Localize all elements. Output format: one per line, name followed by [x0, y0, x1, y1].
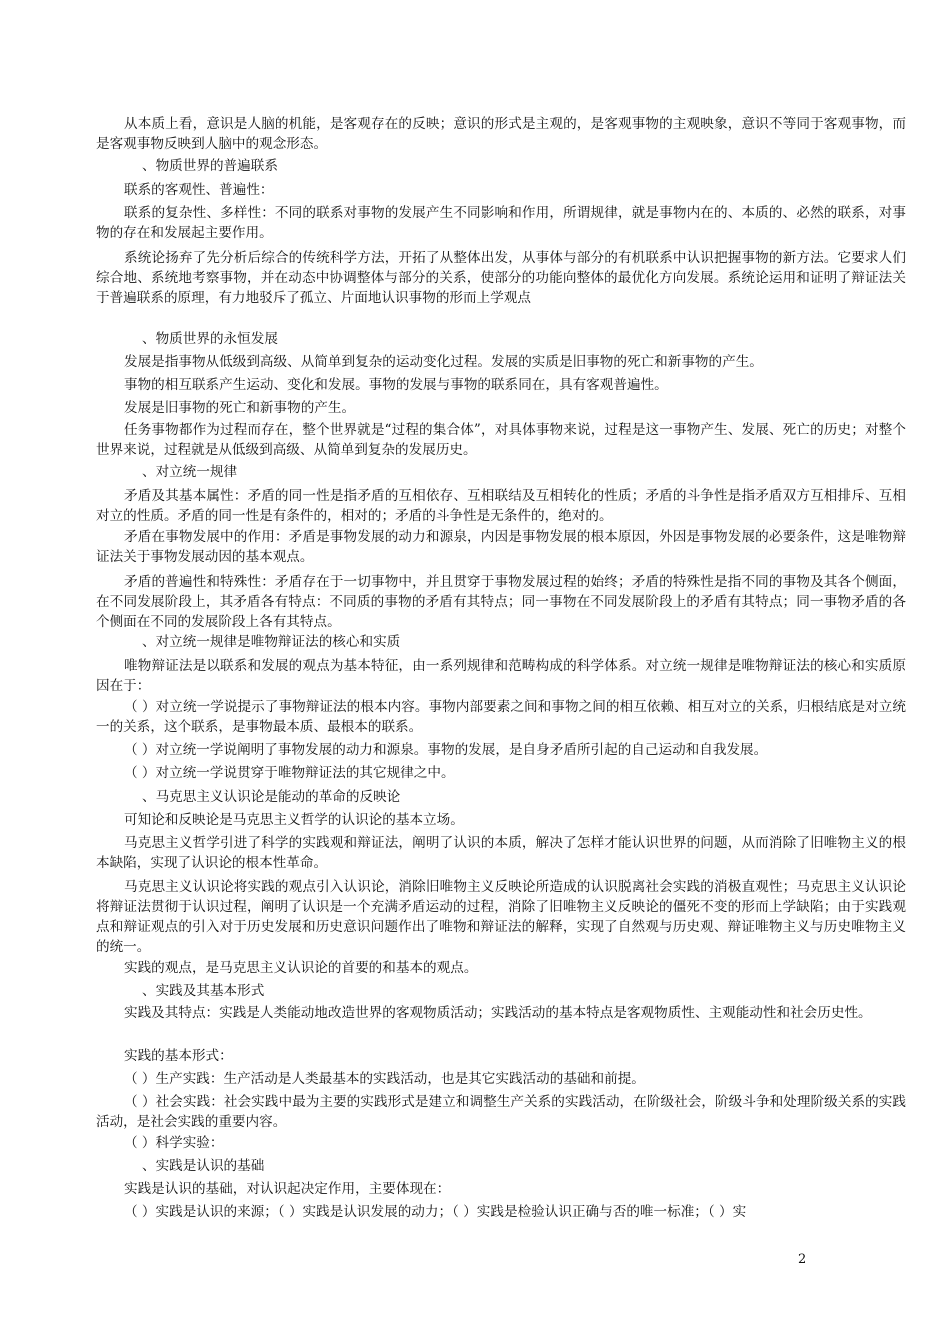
paragraph: 马克思主义哲学引进了科学的实践观和辩证法，阐明了认识的本质，解决了怎样才能认识世界的问题，从而消除了旧唯物主义的根本缺陷，实现了认识论的根本性革命。 [96, 835, 906, 871]
section-heading: 、实践及其基本形式 [142, 983, 265, 999]
paragraph: 矛盾及其基本属性：矛盾的同一性是指矛盾的互相依存、互相联结及互相转化的性质；矛盾的斗争性是指矛盾双方互相排斥、互相对立的性质。矛盾的同一性是有条件的，相对的；矛盾的斗争性是无条件的，绝对的。 [96, 488, 906, 524]
section-heading: 、对立统一规律 [142, 464, 238, 480]
paragraph: 系统论扬弃了先分析后综合的传统科学方法，开拓了从整体出发，从事体与部分的有机联系中认识把握事物的新方法。它要求人们综合地、系统地考察事物，并在动态中协调整体与部分的关系，使部分的功能向整体的最优化方向发展。系统论运用和证明了辩证法关于普遍联系的原理，有力地驳斥了孤立、片面地认识事物的形而上学观点 [96, 250, 906, 306]
paragraph: 马克思主义认识论将实践的观点引入认识论，消除旧唯物主义反映论所造成的认识脱离社会实践的消极直观性；马克思主义认识论将辩证法贯彻于认识过程，阐明了认识是一个充满矛盾运动的过程，消除了旧唯物主义反映论的僵死不变的形而上学缺陷；由于实践观点和辩证观点的引入对于历史发展和历史意识问题作出了唯物和辩证法的解释，实现了自然观与历史观、辩证唯物主义与历史唯物主义的统一。 [96, 879, 906, 955]
section-heading: 、物质世界的永恒发展 [142, 331, 278, 347]
paragraph: （ ）对立统一学说阐明了事物发展的动力和源泉。事物的发展，是自身矛盾所引起的自己运动和自我发展。 [124, 742, 768, 758]
paragraph: （ ）社会实践：社会实践中最为主要的实践形式是建立和调整生产关系的实践活动，在阶级社会，阶级斗争和处理阶级关系的实践活动，是社会实践的重要内容。 [96, 1094, 906, 1130]
paragraph: 实践是认识的基础，对认识起决定作用，主要体现在： [124, 1181, 451, 1197]
paragraph: 矛盾的普遍性和特殊性：矛盾存在于一切事物中，并且贯穿于事物发展过程的始终；矛盾的特殊性是指不同的事物及其各个侧面，在不同发展阶段上，其矛盾各有特点：不同质的事物的矛盾有其特点；同一事物在不同发展阶段上的矛盾有其特点；同一事物矛盾的各个侧面在不同的发展阶段上各有其特点。 [96, 574, 906, 630]
paragraph: 矛盾在事物发展中的作用：矛盾是事物发展的动力和源泉，内因是事物发展的根本原因，外因是事物发展的必要条件，这是唯物辩证法关于事物发展动因的基本观点。 [96, 529, 906, 565]
paragraph: （ ）科学实验： [124, 1135, 224, 1151]
page-number: 2 [798, 1252, 807, 1267]
paragraph: 发展是旧事物的死亡和新事物的产生。 [124, 400, 356, 416]
section-heading: 、物质世界的普遍联系 [142, 158, 278, 174]
paragraph: 唯物辩证法是以联系和发展的观点为基本特征，由一系列规律和范畴构成的科学体系。对立统一规律是唯物辩证法的核心和实质原因在于： [96, 658, 906, 694]
paragraph: 联系的复杂性、多样性：不同的联系对事物的发展产生不同影响和作用，所谓规律，就是事物内在的、本质的、必然的联系，对事物的存在和发展起主要作用。 [96, 205, 906, 241]
paragraph: （ ）对立统一学说贯穿于唯物辩证法的其它规律之中。 [124, 765, 455, 781]
paragraph: （ ）实践是认识的来源；（ ）实践是认识发展的动力；（ ）实践是检验认识正确与否的唯一标准；（ ）实 [124, 1204, 747, 1220]
paragraph: 事物的相互联系产生运动、变化和发展。事物的发展与事物的联系同在，具有客观普遍性。 [124, 377, 668, 393]
section-heading: 、对立统一规律是唯物辩证法的核心和实质 [142, 634, 401, 650]
paragraph: 从本质上看，意识是人脑的机能，是客观存在的反映；意识的形式是主观的，是客观事物的主观映象，意识不等同于客观事物，而是客观事物反映到人脑中的观念形态。 [96, 116, 906, 152]
paragraph: 实践的观点，是马克思主义认识论的首要的和基本的观点。 [124, 960, 478, 976]
paragraph: 任务事物都作为过程而存在，整个世界就是“过程的集合体”，对具体事物来说，过程是这一事物产生、发展、死亡的历史；对整个世界来说，过程就是从低级到高级、从简单到复杂的发展历史。 [96, 422, 906, 458]
paragraph: （ ）生产实践：生产活动是人类最基本的实践活动，也是其它实践活动的基础和前提。 [124, 1071, 645, 1087]
section-heading: 、马克思主义认识论是能动的革命的反映论 [142, 789, 401, 805]
section-heading: 、实践是认识的基础 [142, 1158, 265, 1174]
paragraph: （ ）对立统一学说提示了事物辩证法的根本内容。事物内部要素之间和事物之间的相互依赖、相互对立的关系，归根结底是对立统一的关系，这个联系，是事物最本质、最根本的联系。 [96, 699, 906, 735]
paragraph: 发展是指事物从低级到高级、从简单到复杂的运动变化过程。发展的实质是旧事物的死亡和新事物的产生。 [124, 354, 763, 370]
paragraph: 可知论和反映论是马克思主义哲学的认识论的基本立场。 [124, 812, 464, 828]
paragraph: 联系的客观性、普遍性： [124, 182, 274, 198]
paragraph: 实践及其特点：实践是人类能动地改造世界的客观物质活动；实践活动的基本特点是客观物质性、主观能动性和社会历史性。 [124, 1005, 872, 1021]
paragraph: 实践的基本形式： [124, 1048, 233, 1064]
